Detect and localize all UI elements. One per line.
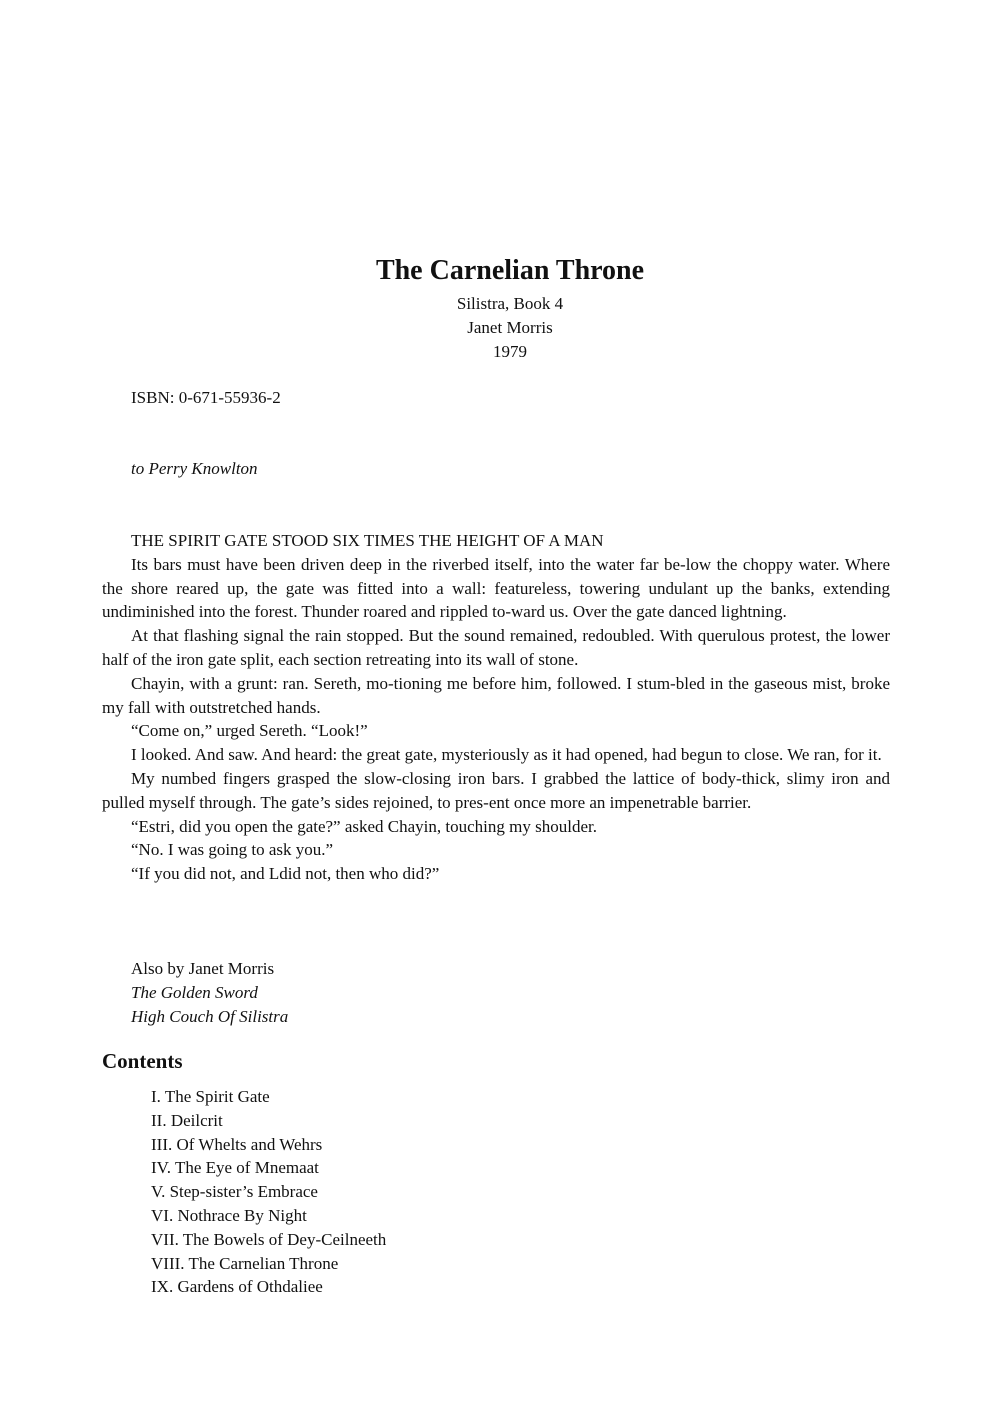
contents-item[interactable]: III. Of Whelts and Wehrs bbox=[151, 1134, 323, 1154]
contents-item[interactable]: VI. Nothrace By Night bbox=[151, 1205, 307, 1225]
year-line: 1979 bbox=[493, 342, 527, 361]
excerpt-paragraph: “Come on,” urged Sereth. “Look!” bbox=[131, 721, 368, 741]
contents-item[interactable]: I. The Spirit Gate bbox=[151, 1087, 270, 1106]
contents-item[interactable]: II. Deilcrit bbox=[151, 1110, 223, 1130]
contents-item[interactable]: VII. The Bowels of Dey-Ceilneeth bbox=[151, 1229, 387, 1249]
excerpt-paragraph: “Estri, did you open the gate?” asked Chayin, touching my shoulder. bbox=[131, 816, 597, 836]
also-by-book: High Couch Of Silistra bbox=[131, 1007, 289, 1026]
excerpt-paragraph: I looked. And saw. And heard: the great gate, mysteriously as it had opened, had begun to close. We ran, for it. bbox=[131, 745, 882, 765]
also-by-section bbox=[131, 957, 288, 1029]
excerpt bbox=[102, 529, 890, 886]
contents-heading: Contents bbox=[102, 1049, 183, 1073]
excerpt-paragraph: Chayin, with a grunt: ran. Sereth, mo-tioning me before him, followed. I stum-bled in the gaseous mist, broke my fall with outstretched hands. bbox=[102, 673, 890, 717]
contents-item[interactable]: IV. The Eye of Mnemaat bbox=[151, 1158, 319, 1178]
contents-item[interactable]: IX. Gardens of Othdaliee bbox=[151, 1277, 323, 1297]
also-by-book: The Golden Sword bbox=[131, 983, 258, 1002]
excerpt-paragraph: My numbed fingers grasped the slow-closing iron bars. I grabbed the lattice of body-thick, slimy iron and pulled myself through. The gate’s sides rejoined, to pres-ent once more an impenetrable barrier. bbox=[102, 768, 890, 812]
also-by-label: Also by Janet Morris bbox=[131, 959, 275, 978]
excerpt-paragraph: “No. I was going to ask you.” bbox=[131, 840, 334, 860]
excerpt-heading: THE SPIRIT GATE STOOD SIX TIMES THE HEIGHT OF A MAN bbox=[131, 531, 604, 550]
author-line: Janet Morris bbox=[467, 318, 553, 337]
contents-list bbox=[151, 1085, 386, 1299]
dedication: to Perry Knowlton bbox=[131, 459, 258, 478]
excerpt-paragraph: “If you did not, and Ldid not, then who did?” bbox=[131, 864, 440, 884]
excerpt-paragraph: At that flashing signal the rain stopped. But the sound remained, redoubled. With querulous protest, the lower half of the iron gate split, each section retreating into its wall of stone. bbox=[102, 626, 890, 669]
series-line: Silistra, Book 4 bbox=[456, 294, 564, 313]
contents-item[interactable]: V. Step-sister’s Embrace bbox=[151, 1182, 318, 1202]
excerpt-paragraph: Its bars must have been driven deep in the riverbed itself, into the water far be-low the choppy water. Where the shore reared up, the gate was fitted into a wall: featureless, towering undulant up the banks, extending undiminished into the forest. Thunder roared and rippled to-ward us. Over the gate danced lightning. bbox=[102, 554, 890, 622]
contents-item[interactable]: VIII. The Carnelian Throne bbox=[151, 1253, 339, 1273]
book-title: The Carnelian Throne bbox=[375, 255, 645, 286]
isbn-line: ISBN: 0-671-55936-2 bbox=[131, 388, 281, 407]
